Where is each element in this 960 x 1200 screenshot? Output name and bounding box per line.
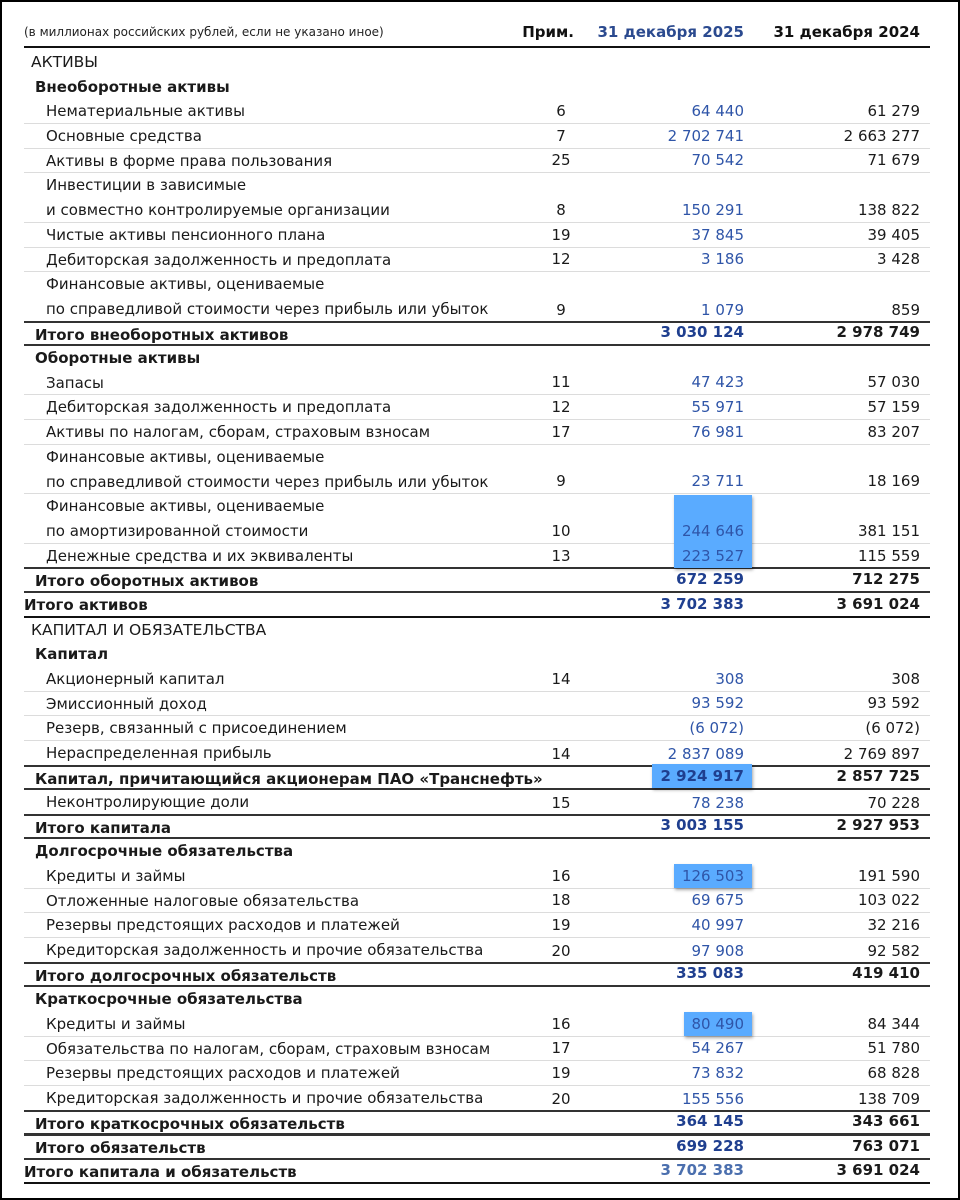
value-2024: 103 022 xyxy=(857,891,920,910)
row-label: Итого капитала и обязательств xyxy=(24,1162,297,1181)
value-2024: 3 428 xyxy=(877,250,920,269)
value-2025: 3 030 124 xyxy=(660,323,744,342)
table-row xyxy=(24,223,930,248)
value-2025: 3 702 383 xyxy=(660,594,744,613)
value-2025: 699 228 xyxy=(676,1136,744,1155)
note-number: 18 xyxy=(551,891,571,910)
value-2025: 37 845 xyxy=(691,225,744,244)
value-2025: 364 145 xyxy=(676,1112,744,1131)
note-number: 19 xyxy=(551,1064,571,1082)
row-label: Чистые активы пенсионного плана xyxy=(46,225,326,244)
row-label: Акционерный капитал xyxy=(46,669,225,688)
value-2024: 18 169 xyxy=(867,472,920,491)
value-2024: 57 030 xyxy=(867,373,920,392)
row-label: Итого краткосрочных обязательств xyxy=(35,1114,345,1133)
row-label: АКТИВЫ xyxy=(31,53,98,71)
subsection-heading xyxy=(24,346,930,371)
table-row xyxy=(24,741,930,766)
subtotal-row xyxy=(24,321,930,347)
value-2024: 71 679 xyxy=(867,151,920,170)
value-2025: 335 083 xyxy=(676,964,744,983)
value-2025: 155 556 xyxy=(681,1089,744,1108)
row-label: Денежные средства и их эквиваленты xyxy=(46,546,354,565)
column-header-note: Прим. xyxy=(522,23,574,41)
row-label: Долгосрочные обязательства xyxy=(35,842,294,861)
table-row xyxy=(24,667,930,692)
table-row xyxy=(24,420,930,445)
table-row xyxy=(24,889,930,914)
row-label: Кредиты и займы xyxy=(46,1014,186,1033)
row-label: Эмиссионный доход xyxy=(46,694,207,713)
row-label: Нематериальные активы xyxy=(46,102,245,121)
value-2024: 138 822 xyxy=(857,200,920,219)
row-label: Кредиты и займы xyxy=(46,867,186,885)
value-2025: 73 832 xyxy=(691,1064,744,1082)
section-heading xyxy=(24,618,930,643)
value-2024: 859 xyxy=(891,300,920,319)
row-label: Обязательства по налогам, сборам, страховым взносам xyxy=(46,1039,491,1058)
value-2024: 93 592 xyxy=(867,694,920,713)
value-2025: 244 646 xyxy=(681,521,744,540)
total-row xyxy=(24,593,930,618)
value-2025: 3 186 xyxy=(701,250,744,269)
row-label-line-1: Финансовые активы, оцениваемые xyxy=(46,497,325,516)
note-number: 20 xyxy=(551,1089,571,1108)
note-number: 17 xyxy=(551,1039,571,1058)
table-row xyxy=(24,149,930,174)
row-label: Итого внеоборотных активов xyxy=(35,325,289,344)
value-2025: (6 072) xyxy=(689,718,744,737)
subsection-heading xyxy=(24,75,930,100)
subtotal-row xyxy=(24,765,930,791)
table-row xyxy=(24,716,930,741)
table-header xyxy=(24,22,930,48)
value-2024: 57 159 xyxy=(867,398,920,417)
table-row xyxy=(24,938,930,963)
value-2024: 2 978 749 xyxy=(836,323,920,342)
note-number: 25 xyxy=(551,151,571,170)
table-row xyxy=(24,790,930,815)
value-2025: 47 423 xyxy=(691,373,744,392)
value-2025: 80 490 xyxy=(691,1014,744,1033)
units-note: (в миллионах российских рублей, если не указано иное) xyxy=(24,25,384,39)
value-2024: 92 582 xyxy=(867,941,920,960)
table-row xyxy=(24,371,930,396)
value-2024: 84 344 xyxy=(867,1014,920,1033)
row-label: Запасы xyxy=(46,373,104,392)
subtotal-row xyxy=(24,814,930,840)
row-label: Кредиторская задолженность и прочие обязательства xyxy=(46,1089,484,1107)
row-label: Капитал xyxy=(35,645,109,664)
row-label-line-2: по справедливой стоимости через прибыль или убыток xyxy=(46,472,489,491)
value-2025: 2 702 741 xyxy=(667,126,744,145)
row-label-line-2: и совместно контролируемые организации xyxy=(46,201,390,220)
note-number: 17 xyxy=(551,422,571,441)
value-2024: 343 661 xyxy=(852,1112,920,1131)
table-row xyxy=(24,864,930,889)
column-header-2024: 31 декабря 2024 xyxy=(773,23,920,41)
value-2025: 70 542 xyxy=(691,151,744,170)
value-2024: 3 691 024 xyxy=(836,594,920,613)
table-row xyxy=(24,173,930,222)
note-number: 12 xyxy=(551,398,571,417)
value-2025: 40 997 xyxy=(691,916,744,935)
note-number: 6 xyxy=(556,102,566,121)
row-label: Нераспределенная прибыль xyxy=(46,743,272,762)
row-label-line-1: Финансовые активы, оцениваемые xyxy=(46,447,325,466)
table-row xyxy=(24,1012,930,1037)
note-number: 14 xyxy=(551,744,571,763)
column-header-2025: 31 декабря 2025 xyxy=(597,23,744,41)
row-label: Итого активов xyxy=(24,595,148,614)
row-label xyxy=(46,494,324,543)
value-2025: 64 440 xyxy=(691,102,744,121)
row-label: Отложенные налоговые обязательства xyxy=(46,891,360,910)
value-2024: 115 559 xyxy=(857,547,920,566)
row-label: Кредиторская задолженность и прочие обязательства xyxy=(46,941,484,960)
value-2024: 2 663 277 xyxy=(843,126,920,145)
note-number: 7 xyxy=(556,126,566,145)
value-2025: 54 267 xyxy=(691,1039,744,1058)
row-label: Краткосрочные обязательства xyxy=(35,990,303,1009)
row-label-line-1: Финансовые активы, оцениваемые xyxy=(46,275,325,294)
table-row xyxy=(24,1061,930,1086)
value-2025: 97 908 xyxy=(691,941,744,960)
table-row xyxy=(24,692,930,717)
value-2025: 2 837 089 xyxy=(667,744,744,763)
total-row xyxy=(24,1160,930,1185)
row-label xyxy=(46,173,390,222)
value-2025: 223 527 xyxy=(681,547,744,566)
row-label: Резерв, связанный с присоединением xyxy=(46,719,347,738)
value-2024: 68 828 xyxy=(867,1064,920,1082)
subsection-heading xyxy=(24,642,930,667)
value-2025: 1 079 xyxy=(701,300,744,319)
row-label: Итого долгосрочных обязательств xyxy=(35,966,337,985)
value-2025: 308 xyxy=(715,669,744,688)
row-label-line-2: по справедливой стоимости через прибыль или убыток xyxy=(46,299,489,318)
subtotal-row xyxy=(24,1134,930,1160)
value-2024: (6 072) xyxy=(865,718,920,737)
value-2025: 23 711 xyxy=(691,472,744,491)
subtotal-row xyxy=(24,962,930,988)
value-2025: 150 291 xyxy=(681,200,744,219)
value-2024: 381 151 xyxy=(857,521,920,540)
value-2024: 712 275 xyxy=(852,569,920,588)
row-label: Итого обязательств xyxy=(35,1139,206,1158)
table-row xyxy=(24,272,930,321)
row-label: Итого оборотных активов xyxy=(35,572,259,591)
table-row xyxy=(24,248,930,273)
note-number: 10 xyxy=(551,521,571,540)
value-2025: 672 259 xyxy=(676,569,744,588)
note-number: 8 xyxy=(556,200,566,219)
value-2024: 763 071 xyxy=(852,1136,920,1155)
row-label: Оборотные активы xyxy=(35,349,201,368)
value-2025: 78 238 xyxy=(691,793,744,812)
value-2025: 3 003 155 xyxy=(660,816,744,835)
subsection-heading xyxy=(24,839,930,864)
row-label-line-1: Инвестиции в зависимые xyxy=(46,176,247,195)
value-2025: 126 503 xyxy=(681,866,744,885)
table-row xyxy=(24,544,930,569)
note-number: 16 xyxy=(551,1014,571,1033)
table-row xyxy=(24,913,930,938)
table-row xyxy=(24,1037,930,1062)
value-2024: 83 207 xyxy=(867,422,920,441)
subsection-heading xyxy=(24,987,930,1012)
note-number: 12 xyxy=(551,250,571,269)
note-number: 19 xyxy=(551,225,571,244)
subtotal-row xyxy=(24,1110,930,1136)
value-2024: 2 769 897 xyxy=(843,744,920,763)
note-number: 19 xyxy=(551,916,571,935)
value-2025: 2 924 917 xyxy=(660,767,744,786)
row-label: Основные средства xyxy=(46,127,202,146)
value-2024: 3 691 024 xyxy=(836,1161,920,1180)
section-heading xyxy=(24,50,930,75)
value-2024: 51 780 xyxy=(867,1039,920,1058)
row-label: Неконтролирующие доли xyxy=(46,793,250,812)
value-2024: 39 405 xyxy=(867,225,920,244)
value-2025: 93 592 xyxy=(691,694,744,713)
value-2025: 3 702 383 xyxy=(660,1161,744,1180)
row-label xyxy=(46,445,489,494)
row-label-line-2: по амортизированной стоимости xyxy=(46,521,309,540)
value-2024: 32 216 xyxy=(867,916,920,935)
note-number: 9 xyxy=(556,472,566,491)
table-row xyxy=(24,494,930,543)
row-label: Дебиторская задолженность и предоплата xyxy=(46,250,392,269)
value-2025: 76 981 xyxy=(691,422,744,441)
value-2024: 308 xyxy=(891,669,920,688)
note-number: 14 xyxy=(551,669,571,688)
row-label: Итого капитала xyxy=(35,818,172,837)
value-2024: 191 590 xyxy=(857,866,920,885)
table-row xyxy=(24,395,930,420)
row-label: КАПИТАЛ И ОБЯЗАТЕЛЬСТВА xyxy=(31,620,267,639)
value-2025: 55 971 xyxy=(691,398,744,417)
value-2025: 69 675 xyxy=(691,891,744,910)
row-label: Капитал, причитающийся акционерам ПАО «Транснефть» xyxy=(35,769,543,788)
table-row xyxy=(24,124,930,149)
note-number: 13 xyxy=(551,547,571,566)
row-label: Резервы предстоящих расходов и платежей xyxy=(46,1064,400,1083)
table-body xyxy=(24,50,930,1184)
note-number: 15 xyxy=(551,793,571,812)
note-number: 20 xyxy=(551,941,571,960)
note-number: 11 xyxy=(551,373,571,392)
row-label: Резервы предстоящих расходов и платежей xyxy=(46,916,400,935)
value-2024: 2 927 953 xyxy=(836,816,920,835)
row-label xyxy=(46,272,489,321)
value-2024: 2 857 725 xyxy=(836,767,920,786)
table-row xyxy=(24,445,930,494)
row-label: Активы по налогам, сборам, страховым взносам xyxy=(46,423,431,442)
table-row xyxy=(24,99,930,124)
value-2024: 419 410 xyxy=(852,964,920,983)
row-label: Внеоборотные активы xyxy=(35,77,230,96)
note-number: 9 xyxy=(556,300,566,319)
table-row xyxy=(24,1086,930,1111)
value-2024: 138 709 xyxy=(857,1089,920,1108)
row-label: Дебиторская задолженность и предоплата xyxy=(46,398,392,417)
note-number: 16 xyxy=(551,866,571,885)
subtotal-row xyxy=(24,567,930,593)
row-label: Активы в форме права пользования xyxy=(46,151,333,170)
value-2024: 61 279 xyxy=(867,102,920,121)
value-2024: 70 228 xyxy=(867,793,920,812)
